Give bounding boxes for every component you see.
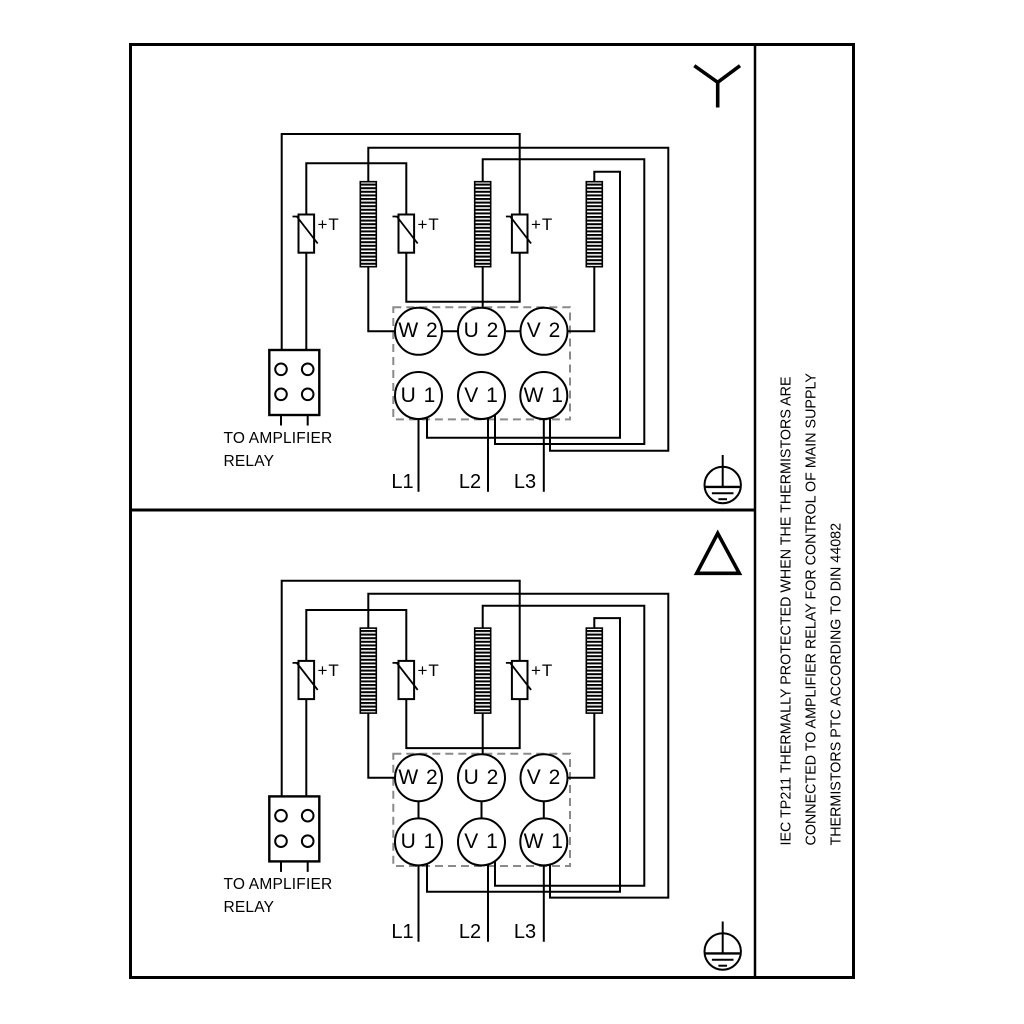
star-connection-icon <box>694 66 740 108</box>
side-note-line1: IEC TP211 THERMALLY PROTECTED WHEN THE THERMISTORS ARE <box>778 376 795 845</box>
wire-thermistor3-to-thermistor2 <box>406 253 519 302</box>
thermistor-label: +T <box>317 214 340 234</box>
terminal-label-U1: U 1 <box>400 383 437 407</box>
supply-label-L1: L1 <box>391 470 414 493</box>
amplifier-relay-box <box>269 350 319 415</box>
supply-label-L2: L2 <box>458 920 482 943</box>
thermistor-label: +T <box>317 660 340 680</box>
side-note <box>775 372 850 845</box>
supply-label-L2: L2 <box>458 470 482 493</box>
wire-thermistor1-to-thermistor2 <box>306 610 406 661</box>
terminal-label-U2: U 2 <box>463 765 500 789</box>
relay-caption-line2: RELAY <box>223 899 275 917</box>
thermistor-label: +T <box>531 660 554 680</box>
earth-ground-icon <box>705 922 741 970</box>
winding-coil-2 <box>475 182 491 267</box>
terminal-label-U1: U 1 <box>400 829 437 853</box>
star-panel <box>269 66 741 504</box>
side-note-line2: CONNECTED TO AMPLIFIER RELAY FOR CONTROL OF MAIN SUPPLY <box>803 372 820 845</box>
supply-label-L1: L1 <box>391 920 414 943</box>
terminal-label-V2: V 2 <box>526 319 562 343</box>
terminal-label-W2: W 2 <box>398 765 439 789</box>
terminal-label-W1: W 1 <box>523 829 564 853</box>
winding-coil-1 <box>360 182 376 267</box>
relay-lead-stubs <box>281 415 308 426</box>
thermistor-1 <box>293 215 318 253</box>
delta-panel <box>269 533 741 969</box>
relay-lead-stubs <box>281 861 308 872</box>
winding-coil-2 <box>475 628 491 713</box>
thermistor-label: +T <box>417 214 440 234</box>
thermistor-label: +T <box>417 660 440 680</box>
amplifier-relay-box <box>269 796 319 861</box>
thermistor-1 <box>293 661 318 699</box>
winding-coil-3 <box>586 182 602 267</box>
thermistor-2 <box>393 661 418 699</box>
relay-caption-line1: TO AMPLIFIER <box>223 429 333 447</box>
delta-connection-icon <box>697 533 740 573</box>
thermistor-2 <box>393 215 418 253</box>
terminal-label-W2: W 2 <box>398 319 439 343</box>
relay-caption-line2: RELAY <box>223 452 275 470</box>
terminal-label-V2: V 2 <box>526 765 562 789</box>
winding-coil-1 <box>360 628 376 713</box>
terminal-label-U2: U 2 <box>463 319 500 343</box>
wire-thermistor3-to-thermistor2 <box>406 699 519 748</box>
thermistor-3 <box>506 215 531 253</box>
thermistor-3 <box>506 661 531 699</box>
terminal-label-W1: W 1 <box>523 383 564 407</box>
wire-thermistor1-to-thermistor2 <box>306 163 406 214</box>
earth-ground-icon <box>705 455 741 503</box>
terminal-label-V1: V 1 <box>464 829 499 853</box>
side-note-line3: THERMISTORS PTC ACCORDING TO DIN 44082 <box>828 522 845 845</box>
supply-label-L3: L3 <box>513 920 537 943</box>
terminal-label-V1: V 1 <box>464 383 499 407</box>
relay-caption-line1: TO AMPLIFIER <box>223 876 333 894</box>
supply-label-L3: L3 <box>513 470 537 493</box>
winding-coil-3 <box>586 628 602 713</box>
thermistor-label: +T <box>531 214 554 234</box>
